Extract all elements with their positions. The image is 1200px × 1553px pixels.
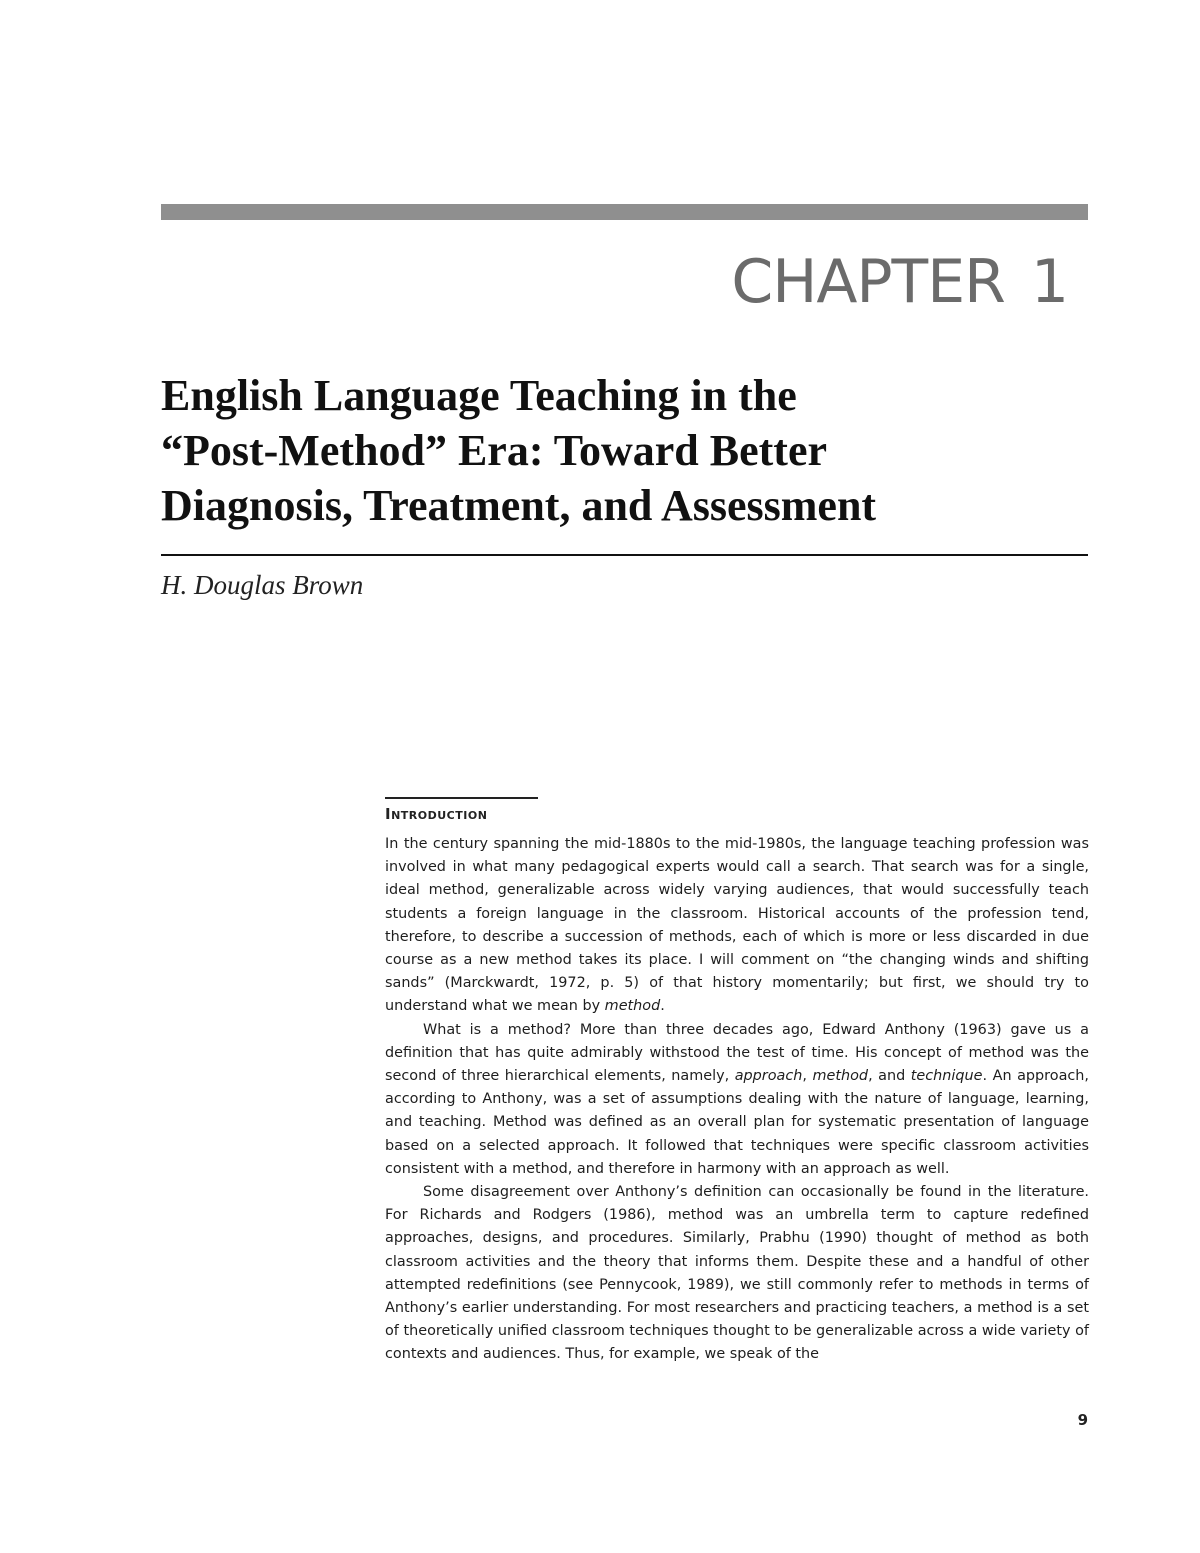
chapter-top-rule	[161, 204, 1088, 220]
italic-term: method	[812, 1068, 869, 1085]
chapter-title	[161, 368, 1091, 533]
section-heading: Introduction	[385, 805, 488, 823]
section-heading-rule	[385, 797, 538, 799]
chapter-title-line: “Post-Method” Era: Toward Better	[161, 426, 828, 475]
paragraph	[385, 1019, 1089, 1181]
paragraph	[385, 1181, 1089, 1367]
paragraph-text: What is a method? More than three decades ago, Edward Anthony (1963) gave us a definition that has quite admirably withstood the test of time. His concept of method was the second of three hierarchical elements, namely,	[385, 1021, 1089, 1085]
paragraph-text: ,	[802, 1068, 813, 1085]
body-text	[385, 833, 1089, 1367]
paragraph-text: . An approach, according to Anthony, was a set of assumptions dealing with the nature of language, learning, and teaching. Method was defined as an overall plan for systematic presentation of language based on a selected approach. It followed that techniques were specific classroom activities consistent with a method, and therefore in harmony with an approach as well.	[385, 1068, 1089, 1177]
chapter-title-line: Diagnosis, Treatment, and Assessment	[161, 481, 877, 530]
paragraph-text: , and	[868, 1068, 911, 1085]
paragraph-text: .	[660, 998, 665, 1015]
page-number: 9	[1077, 1411, 1088, 1429]
chapter-heading	[731, 246, 1068, 318]
title-divider	[161, 554, 1088, 556]
italic-term: approach	[734, 1068, 803, 1085]
paragraph-text: Some disagreement over Anthony’s definition can occasionally be found in the literature. For Richards and Rodgers (1986), method was an umbrella term to capture redefined approaches, designs, and procedures. Similarly, Prabhu (1990) thought of method as both classroom activities and the theory that informs them. Despite these and a handful of other attempted redefinitions (see Pennycook, 1989), we still commonly refer to methods in terms of Anthony’s earlier understanding. For most researchers and practicing teachers, a method is a set of theoretically unified classroom techniques thought to be generalizable across a wide variety of contexts and audiences. Thus, for example, we speak of the	[385, 1184, 1089, 1363]
paragraph	[385, 833, 1089, 1019]
chapter-label: CHAPTER	[731, 247, 1005, 317]
paragraph-text: In the century spanning the mid-1880s to the mid-1980s, the language teaching profession was involved in what many pedagogical experts would call a search. That search was for a single, ideal method, generalizable across widely varying audiences, that would successfully teach students a foreign language in the classroom. Historical accounts of the profession tend, therefore, to describe a succession of methods, each of which is more or less discarded in due course as a new method takes its place. I will comment on “the changing winds and shifting sands” (Marckwardt, 1972, p. 5) of that history momentarily; but first, we should try to understand what we mean by	[385, 836, 1089, 1015]
chapter-number: 1	[1030, 247, 1068, 317]
author-name: H. Douglas Brown	[161, 570, 364, 600]
italic-term: technique	[910, 1068, 983, 1085]
chapter-title-line: English Language Teaching in the	[161, 371, 797, 420]
italic-term: method	[604, 998, 661, 1015]
